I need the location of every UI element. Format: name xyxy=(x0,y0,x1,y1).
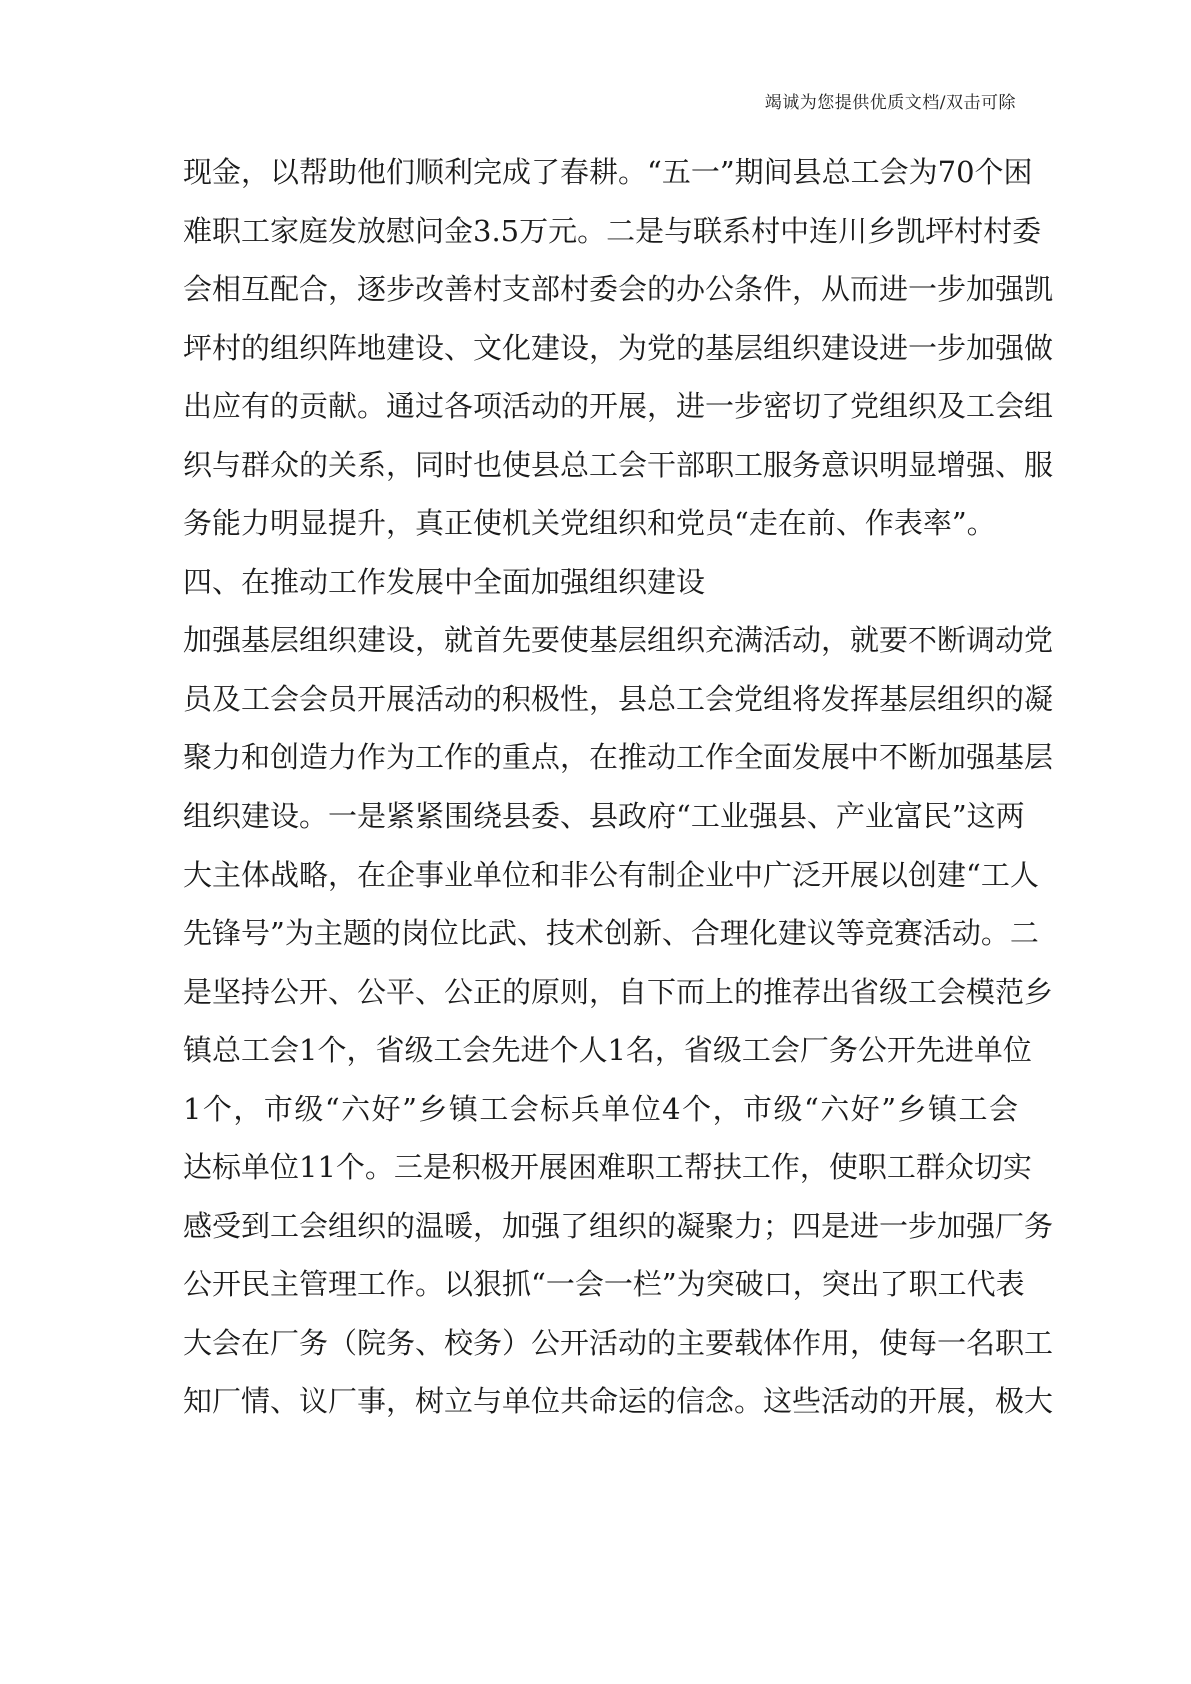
text-line: 会相互配合，逐步改善村支部村委会的办公条件，从而进一步加强凯 xyxy=(183,272,1054,307)
text-line: 镇总工会1个，省级工会先进个人1名，省级工会厂务公开先进单位 xyxy=(183,1033,1032,1068)
text-line: 出应有的贡献。通过各项活动的开展，进一步密切了党组织及工会组 xyxy=(183,389,1054,424)
text-line: 感受到工会组织的温暖，加强了组织的凝聚力；四是进一步加强厂务 xyxy=(183,1208,1054,1243)
text-line: 聚力和创造力作为工作的重点，在推动工作全面发展中不断加强基层 xyxy=(183,740,1054,775)
text-line: 达标单位11个。三是积极开展困难职工帮扶工作，使职工群众切实 xyxy=(183,1150,1032,1185)
text-line: 大会在厂务（院务、校务）公开活动的主要载体作用，使每一名职工 xyxy=(183,1325,1054,1360)
text-line: 先锋号”为主题的岗位比武、技术创新、合理化建议等竞赛活动。二 xyxy=(183,916,1039,951)
section-heading: 四、在推动工作发展中全面加强组织建设 xyxy=(183,564,706,599)
text-line: 坪村的组织阵地建设、文化建设，为党的基层组织建设进一步加强做 xyxy=(183,330,1054,365)
paragraph-end-line: 务能力明显提升，真正使机关党组织和党员“走在前、作表率”。 xyxy=(183,506,996,541)
text-line: 大主体战略，在企事业单位和非公有制企业中广泛开展以创建“工人 xyxy=(183,857,1039,892)
text-line: 是坚持公开、公平、公正的原则，自下而上的推荐出省级工会模范乡 xyxy=(183,974,1054,1009)
text-line: 员及工会会员开展活动的积极性，县总工会党组将发挥基层组织的凝 xyxy=(183,681,1054,716)
document-body xyxy=(183,143,1054,1431)
text-line: 公开民主管理工作。以狠抓“一会一栏”为突破口，突出了职工代表 xyxy=(183,1267,1025,1302)
text-line: 现金，以帮助他们顺利完成了春耕。“五一”期间县总工会为70个困 xyxy=(183,155,1033,189)
header-note: 竭诚为您提供优质文档/双击可除 xyxy=(764,93,1016,113)
text-line: 加强基层组织建设，就首先要使基层组织充满活动，就要不断调动党 xyxy=(183,623,1054,658)
text-line: 组织建设。一是紧紧围绕县委、县政府“工业强县、产业富民”这两 xyxy=(183,799,1025,834)
text-line: 知厂情、议厂事，树立与单位共命运的信念。这些活动的开展，极大 xyxy=(183,1384,1054,1419)
text-line: 织与群众的关系，同时也使县总工会干部职工服务意识明显增强、服 xyxy=(183,447,1054,482)
text-line: 难职工家庭发放慰问金3.5万元。二是与联系村中连川乡凯坪村村委 xyxy=(183,213,1042,248)
text-line: 1个，市级“六好”乡镇工会标兵单位4个，市级“六好”乡镇工会 xyxy=(183,1091,1018,1126)
